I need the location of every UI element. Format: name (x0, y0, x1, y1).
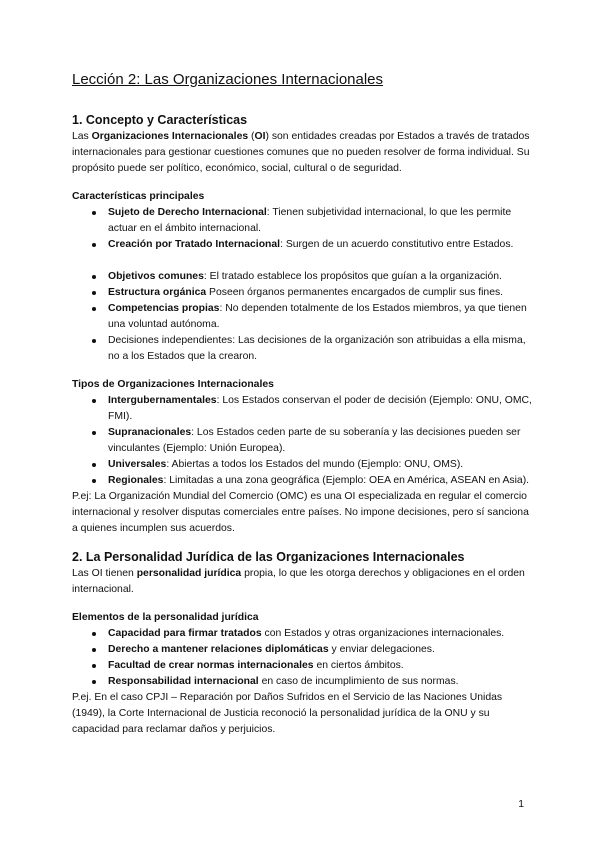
intro-bold-acronym: OI (254, 131, 266, 142)
list-item-text: Decisiones independientes: Las decisiones de la organización son atribuidas a ella misma, no a los Estados que la crearon. (108, 335, 526, 362)
list-item-text: en caso de incumplimiento de sus normas. (258, 676, 459, 687)
list-item-text: : Los Estados ceden parte de su soberanía y las decisiones pueden ser vinculantes (Ejemplo: Unión Europea). (108, 427, 521, 454)
list-item (108, 642, 532, 658)
list-item-term: Facultad de crear normas internacionales (108, 660, 314, 671)
list-item-term: Estructura orgánica (108, 287, 207, 298)
list-item-text: Poseen órganos permanentes encargados de cumplir sus fines. (206, 287, 504, 298)
list-item (108, 626, 532, 642)
list-item (108, 237, 532, 253)
list-item-term: Capacidad para firmar tratados (108, 628, 262, 639)
list-item-term: Universales (108, 459, 167, 470)
list-item (108, 473, 532, 489)
list-item (108, 425, 532, 457)
list-item-text: : Tienen subjetividad internacional, lo que les permite actuar en el ámbito internacional. (108, 207, 512, 234)
list-item (108, 674, 532, 690)
elementos-example: P.ej. En el caso CPJI – Reparación por Daños Sufridos en el Servicio de las Naciones Unidas (1949), la Corte Internacional de Justicia reconoció la personalidad jurídica de la ONU y su capacidad para reclamar daños y perjuicios. (72, 692, 503, 735)
section-1-intro (72, 129, 532, 177)
tipos-heading: Tipos de Organizaciones Internacionales (72, 379, 274, 390)
list-item-term: Derecho a mantener relaciones diplomáticas (108, 644, 329, 655)
list-item (108, 269, 532, 285)
lesson-title: Lección 2: Las Organizaciones Internacionales (72, 71, 384, 88)
intro-bold-term: Organizaciones Internacionales (91, 131, 249, 142)
list-item-text: : Surgen de un acuerdo constitutivo entre Estados. (280, 239, 514, 250)
document-page (72, 70, 532, 738)
list-item (108, 393, 532, 425)
list-item-term: Creación por Tratado Internacional (108, 239, 281, 250)
intro-text: Las (72, 131, 92, 142)
list-item-text: en ciertos ámbitos. (313, 660, 404, 671)
list-item (108, 457, 532, 473)
list-item-term: Competencias propias (108, 303, 220, 314)
list-item (108, 333, 532, 365)
list-item-text: : El tratado establece los propósitos que guían a la organización. (203, 271, 502, 282)
list-item-text: : No dependen totalmente de los Estados miembros, ya que tienen una voluntad autónoma. (108, 303, 527, 330)
intro-text: Las OI tienen (72, 568, 137, 579)
list-item (108, 301, 532, 333)
list-item (108, 205, 532, 237)
list-item-text: con Estados y otras organizaciones internacionales. (261, 628, 505, 639)
list-item-term: Intergubernamentales (108, 395, 217, 406)
intro-text: ( (248, 131, 255, 142)
section-2-heading: 2. La Personalidad Jurídica de las Organizaciones Internacionales (72, 550, 465, 564)
list-item-text: : Abiertas a todos los Estados del mundo (Ejemplo: ONU, OMS). (166, 459, 464, 470)
intro-bold-term: personalidad jurídica (136, 568, 242, 579)
caracteristicas-heading: Características principales (72, 191, 205, 202)
intro-text: propia, lo que les otorga derechos y obligaciones en el orden internacional. (72, 568, 525, 595)
caracteristicas-list (72, 205, 532, 365)
elementos-heading: Elementos de la personalidad jurídica (72, 612, 259, 623)
section-1-heading: 1. Concepto y Características (72, 113, 248, 127)
list-item-term: Regionales (108, 475, 164, 486)
list-item-term: Sujeto de Derecho Internacional (108, 207, 267, 218)
tipos-list (72, 393, 532, 489)
page-number: 1 (518, 799, 524, 810)
list-item-term: Responsabilidad internacional (108, 676, 259, 687)
list-item (108, 285, 532, 301)
intro-text: ) son entidades creadas por Estados a través de tratados internacionales para gestionar cuestiones comunes que no pueden resolver de forma individual. Su propósito puede ser político, económico, social, cultural o de seguridad. (72, 131, 530, 174)
elementos-list (72, 626, 532, 690)
section-2-intro (72, 566, 532, 598)
list-item-text: : Los Estados conservan el poder de decisión (Ejemplo: ONU, OMC, FMI). (108, 395, 532, 422)
list-item (108, 658, 532, 674)
list-item-text: : Limitadas a una zona geográfica (Ejemplo: OEA en América, ASEAN en Asia). (163, 475, 530, 486)
list-item-text: y enviar delegaciones. (328, 644, 435, 655)
tipos-example: P.ej: La Organización Mundial del Comercio (OMC) es una OI especializada en regular el comercio internacional y resolver disputas comerciales entre países. No impone decisiones, pero sí sanciona a quienes incumplen sus acuerdos. (72, 491, 529, 534)
list-item-term: Supranacionales (108, 427, 192, 438)
list-item-term: Objetivos comunes (108, 271, 204, 282)
